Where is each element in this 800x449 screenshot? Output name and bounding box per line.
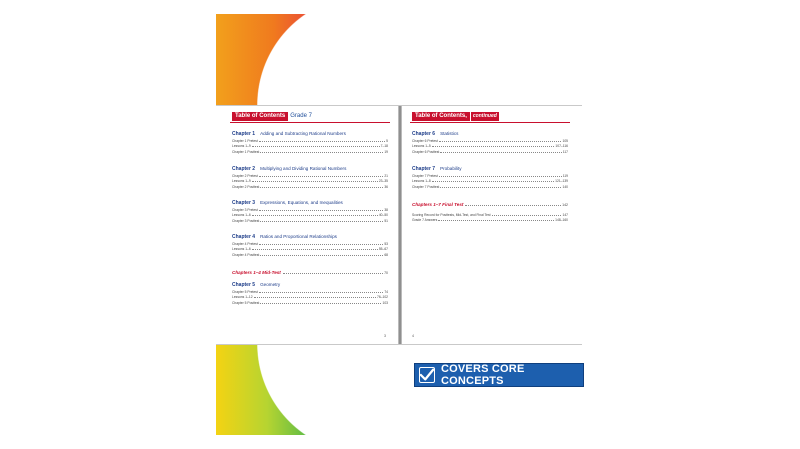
toc-row: Chapter 4 Pretest 53	[232, 241, 388, 246]
chapter-number: Chapter 3	[232, 199, 256, 206]
mid-test-line	[232, 268, 388, 275]
page-number: 4	[412, 334, 414, 338]
page-number: 3	[384, 334, 386, 338]
header-rule	[410, 122, 570, 123]
chapter-number: Chapter 7	[412, 165, 436, 172]
toc-row: Chapter 5 Posttest 103	[232, 300, 388, 305]
chapter-2-block	[232, 165, 388, 189]
toc-row: Lessons 1–8 121–139	[412, 179, 568, 183]
toc-row: Chapter 5 Pretest 74	[232, 289, 388, 294]
extras-block	[412, 211, 568, 222]
book-spread	[216, 105, 582, 345]
chapter-1-block	[232, 130, 388, 154]
chapter-number: Chapter 2	[232, 165, 256, 172]
chapter-5-block	[232, 281, 388, 305]
toc-row: Chapter 1 Posttest 19	[232, 149, 388, 154]
toc-row: Chapter 6 Posttest 117	[412, 149, 568, 154]
mid-test-label: Chapters 1–4 Mid-Test	[232, 270, 281, 275]
toc-row: Lessons 1–12 76–102	[232, 295, 388, 299]
toc-row: Lessons 1–5 107–116	[412, 144, 568, 148]
chapter-number: Chapter 1	[232, 130, 256, 137]
badge-text: COVERS CORE CONCEPTS	[441, 363, 525, 387]
chapter-title: Adding and Subtracting Rational Numbers	[260, 131, 346, 136]
left-page	[230, 106, 390, 344]
chapter-title: Ratios and Proportional Relationships	[260, 234, 337, 239]
final-test-page: 142	[562, 203, 568, 207]
toc-row: Lessons 1–9 7–18	[232, 144, 388, 148]
checkmark-icon	[420, 368, 434, 382]
toc-row: Chapter 4 Posttest 68	[232, 252, 388, 257]
chapter-4-block	[232, 233, 388, 257]
toc-row: Chapter 1 Pretest 5	[232, 138, 388, 143]
chapter-title: Probability	[440, 166, 462, 171]
toc-title: Table of Contents	[232, 112, 288, 121]
final-test-label: Chapters 1–7 Final Test	[412, 202, 464, 207]
chapter-title: Geometry	[260, 282, 281, 287]
toc-row: Chapter 3 Pretest 38	[232, 207, 388, 212]
toc-row: Chapter 2 Pretest 21	[232, 173, 388, 178]
toc-row: Chapter 3 Posttest 51	[232, 218, 388, 223]
orange-color-band	[216, 14, 344, 105]
toc-continued: continued	[472, 113, 497, 119]
header-rule	[230, 122, 390, 123]
right-page	[410, 106, 570, 344]
chapter-title: Multiplying and Dividing Rational Numbers	[260, 166, 347, 171]
green-color-band	[216, 344, 344, 435]
chapter-title: Expressions, Equations, and Inequalities	[260, 200, 343, 205]
toc-row: Chapter 6 Pretest 105	[412, 138, 568, 143]
toc-row: Chapter 2 Posttest 36	[232, 184, 388, 189]
chapter-number: Chapter 4	[232, 233, 256, 240]
chapter-7-block	[412, 165, 568, 189]
mid-test-page: 70	[384, 271, 388, 275]
toc-header	[412, 112, 499, 121]
toc-title: Table of Contents,	[412, 112, 470, 121]
chapter-number: Chapter 6	[412, 130, 436, 137]
toc-row: Lessons 1–9 23–35	[232, 179, 388, 183]
final-test-line	[412, 200, 568, 207]
toc-row: Chapter 7 Pretest 119	[412, 173, 568, 178]
chapter-3-block	[232, 199, 388, 223]
covers-core-concepts-badge	[414, 363, 584, 387]
toc-row: Scoring Record for Posttests, Mid-Test, and Final Test 147	[412, 212, 568, 217]
toc-grade: Grade 7	[290, 113, 312, 119]
book-gutter	[398, 106, 402, 344]
chapter-number: Chapter 5	[232, 281, 256, 288]
chapter-title: Statistics	[440, 131, 459, 136]
chapter-6-block	[412, 130, 568, 154]
toc-row: Grade 7 Answers 148–160	[412, 218, 568, 222]
toc-row: Lessons 1–6 55–67	[232, 247, 388, 251]
toc-row: Lessons 1–6 40–50	[232, 213, 388, 217]
checkbox-check-icon	[419, 367, 435, 383]
toc-row: Chapter 7 Posttest 140	[412, 184, 568, 189]
toc-header	[232, 112, 312, 121]
